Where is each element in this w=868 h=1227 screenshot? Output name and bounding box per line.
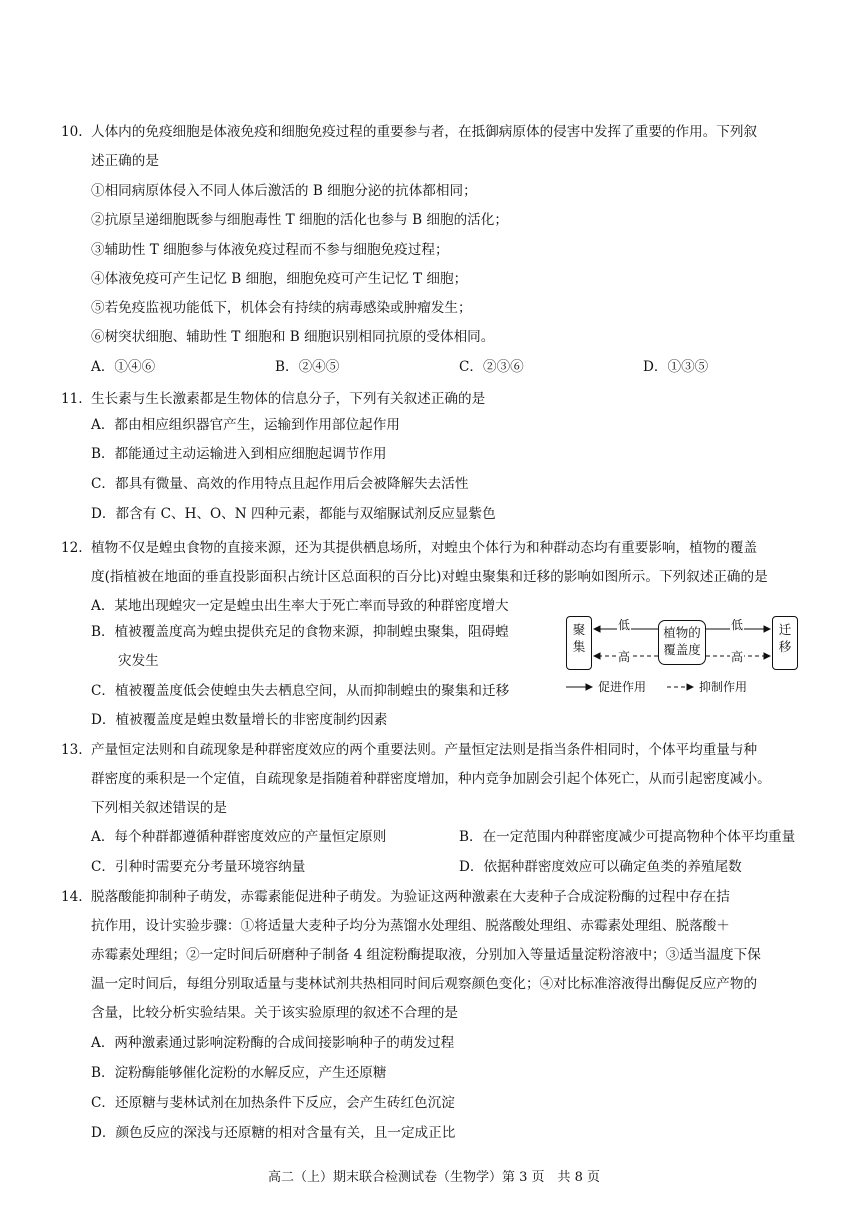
high-label-right: 高 bbox=[731, 650, 744, 664]
high-label-left: 高 bbox=[618, 650, 631, 664]
option-b: B．②④⑤ bbox=[275, 359, 340, 375]
migration-box bbox=[772, 616, 798, 670]
legend-promote: 促进作用 bbox=[598, 680, 647, 694]
question-stem-line: 温一定时间后，每组分别取适量与斐林试剂共热相同时间后观察颜色变化；④对比标准溶液得出酶促反应产物的 bbox=[91, 976, 758, 992]
option-d: D．植被覆盖度是蝗虫数量增长的非密度制约因素 bbox=[91, 712, 388, 728]
question-stem-line: 脱落酸能抑制种子萌发，赤霉素能促进种子萌发。为验证这两种激素在大麦种子合成淀粉酶的过程中存在拮 bbox=[91, 889, 730, 905]
question-number: 14. bbox=[61, 889, 83, 905]
option-d: D．依据种群密度效应可以确定鱼类的养殖尾数 bbox=[459, 859, 742, 875]
option-d: D．颜色反应的深浅与还原糖的相对含量有关，且一定成正比 bbox=[91, 1125, 456, 1141]
option-a: A．两种激素通过影响淀粉酶的合成间接影响种子的萌发过程 bbox=[91, 1035, 455, 1051]
question-stem-line: 群密度的乘积是一个定值，自疏现象是指随着种群密度增加，种内竞争加剧会引起个体死亡，从而引起密度减小。 bbox=[91, 771, 771, 787]
option-a: A．某地出现蝗灾一定是蝗虫出生率大于死亡率而导致的种群密度增大 bbox=[91, 598, 509, 614]
aggregation-label: 聚 集 bbox=[572, 622, 586, 654]
plant-coverage-diagram bbox=[562, 612, 802, 702]
option-a: A．都由相应组织器官产生，运输到作用部位起作用 bbox=[91, 417, 400, 433]
option-c: C．都具有微量、高效的作用特点且起作用后会被降解失去活性 bbox=[91, 476, 469, 492]
page-footer: 高二（上）期末联合检测试卷（生物学）第 3 页 共 8 页 bbox=[267, 1170, 601, 1185]
statement: ①相同病原体侵入不同人体后激活的 B 细胞分泌的抗体都相同； bbox=[91, 183, 477, 199]
option-a: A．①④⑥ bbox=[91, 359, 156, 375]
question-number: 12. bbox=[61, 540, 83, 556]
question-stem-line: 抗作用，设计实验步骤：①将适量大麦种子均分为蒸馏水处理组、脱落酸处理组、赤霉素处理组、脱落酸＋ bbox=[91, 918, 730, 934]
option-c: C．还原糖与斐林试剂在加热条件下反应，会产生砖红色沉淀 bbox=[91, 1095, 455, 1111]
option-b: B．淀粉酶能够催化淀粉的水解反应，产生还原糖 bbox=[91, 1065, 387, 1081]
question-stem-line: 产量恒定法则和自疏现象是种群密度效应的两个重要法则。产量恒定法则是指当条件相同时，个体平均重量与种 bbox=[91, 742, 758, 758]
question-stem-line: 人体内的免疫细胞是体液免疫和细胞免疫过程的重要参与者，在抵御病原体的侵害中发挥了重要的作用。下列叙 bbox=[91, 124, 758, 140]
statement: ⑤若免疫监视功能低下，机体会有持续的病毒感染或肿瘤发生； bbox=[91, 300, 472, 316]
low-label-left: 低 bbox=[618, 618, 631, 632]
statement: ②抗原呈递细胞既参与细胞毒性 T 细胞的活化也参与 B 细胞的活化； bbox=[91, 212, 508, 228]
option-b: B．都能通过主动运输进入到相应细胞起调节作用 bbox=[91, 446, 387, 462]
option-c: C．②③⑥ bbox=[459, 359, 524, 375]
question-stem-line: 生长素与生长激素都是生物体的信息分子，下列有关叙述正确的是 bbox=[91, 391, 486, 407]
question-stem-line: 含量，比较分析实验结果。关于该实验原理的叙述不合理的是 bbox=[91, 1005, 459, 1021]
plant-coverage-box bbox=[658, 620, 706, 665]
question-stem-line: 述正确的是 bbox=[91, 153, 159, 169]
option-d: D．都含有 C、H、O、N 四种元素，都能与双缩脲试剂反应显紫色 bbox=[91, 506, 496, 522]
legend-inhibit: 抑制作用 bbox=[699, 680, 748, 694]
question-number: 10. bbox=[61, 124, 83, 140]
statement: ③辅助性 T 细胞参与体液免疫过程而不参与细胞免疫过程； bbox=[91, 242, 449, 258]
option-c: C．植被覆盖度低会使蝗虫失去栖息空间，从而抑制蝗虫的聚集和迁移 bbox=[91, 683, 510, 699]
statement: ⑥树突状细胞、辅助性 T 细胞和 B 细胞识别相同抗原的受体相同。 bbox=[91, 329, 495, 345]
low-label-right: 低 bbox=[731, 618, 744, 632]
question-stem-line: 植物不仅是蝗虫食物的直接来源，还为其提供栖息场所，对蝗虫个体行为和种群动态均有重要影响，植物的覆盖 bbox=[91, 540, 758, 556]
question-number: 11. bbox=[61, 391, 83, 407]
option-b: B．植被覆盖度高为蝗虫提供充足的食物来源，抑制蝗虫聚集，阻碍蝗 bbox=[91, 624, 509, 640]
option-a: A．每个种群都遵循种群密度效应的产量恒定原则 bbox=[91, 829, 387, 845]
option-d: D．①③⑤ bbox=[643, 359, 709, 375]
migration-label: 迁 移 bbox=[778, 622, 792, 654]
question-stem-line: 度(指植被在地面的垂直投影面积占统计区总面积的百分比)对蝗虫聚集和迁移的影响如图所示。下列叙述正确的是 bbox=[91, 569, 768, 585]
aggregation-box bbox=[566, 616, 592, 670]
question-stem-line: 赤霉素处理组；②一定时间后研磨种子制备 4 组淀粉酶提取液，分别加入等量适量淀粉溶液中；③适当温度下保 bbox=[91, 947, 761, 963]
option-c: C．引种时需要充分考量环境容纳量 bbox=[91, 859, 306, 875]
question-number: 13. bbox=[61, 742, 83, 758]
option-b-continued: 灾发生 bbox=[118, 653, 159, 669]
option-b: B．在一定范围内种群密度减少可提高物种个体平均重量 bbox=[459, 829, 796, 845]
plant-coverage-label: 植物的 覆盖度 bbox=[663, 625, 701, 657]
question-stem-line: 下列相关叙述错误的是 bbox=[91, 800, 227, 816]
statement: ④体液免疫可产生记忆 B 细胞，细胞免疫可产生记忆 T 细胞； bbox=[91, 271, 468, 287]
